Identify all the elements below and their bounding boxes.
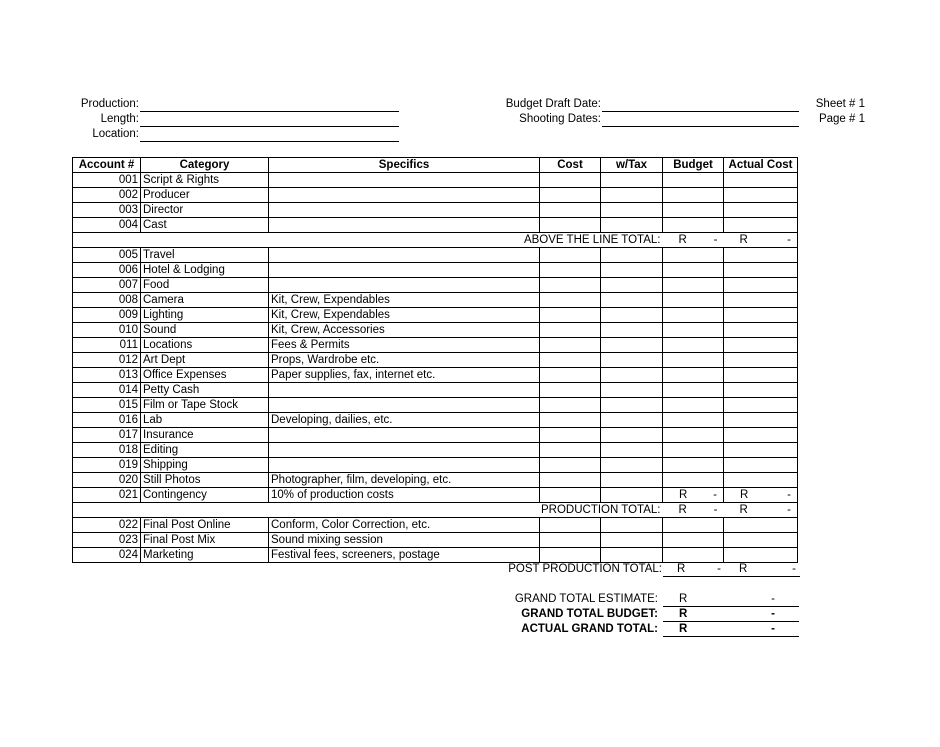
total-actual [724,503,798,518]
category-cell: Cast [141,218,269,233]
table-row [73,188,798,203]
budget-cell[interactable] [663,278,724,293]
actual-cost-cell[interactable] [724,488,798,503]
category-cell: Insurance [141,428,269,443]
budget-cell[interactable] [663,383,724,398]
specifics-cell[interactable] [269,428,540,443]
specifics-cell[interactable]: Photographer, film, developing, etc. [269,473,540,488]
dash-value: - [787,504,791,516]
currency-symbol: R [739,234,748,246]
category-cell: Final Post Mix [141,533,269,548]
production-total-row [73,503,798,518]
specifics-cell[interactable] [269,443,540,458]
cost-cell[interactable] [540,188,601,203]
specifics-cell[interactable]: Kit, Crew, Accessories [269,323,540,338]
wtax-cell[interactable] [601,398,663,413]
total-budget [663,503,724,518]
total-budget [663,233,724,248]
wtax-cell[interactable] [601,278,663,293]
account-number: 022 [73,518,141,533]
currency-symbol: R [678,504,687,516]
wtax-cell[interactable] [601,473,663,488]
category-cell: Locations [141,338,269,353]
dash-value: - [771,593,775,605]
wtax-cell[interactable] [601,203,663,218]
account-number: 018 [73,443,141,458]
category-cell: Producer [141,188,269,203]
category-cell: Travel [141,248,269,263]
wtax-cell[interactable] [601,428,663,443]
total-label: PRODUCTION TOTAL: [73,503,663,518]
table-row [73,293,798,308]
category-cell: Shipping [141,458,269,473]
table-row [73,308,798,323]
account-number: 017 [73,428,141,443]
table-row [73,458,798,473]
currency-symbol: R [739,504,748,516]
table-row [73,218,798,233]
total-actual [724,233,798,248]
col-category: Category [141,158,269,173]
account-number: 005 [73,248,141,263]
account-number: 008 [73,293,141,308]
dash-value: - [771,608,775,620]
category-cell: Script & Rights [141,173,269,188]
category-cell: Camera [141,293,269,308]
cost-cell[interactable] [540,458,601,473]
cost-cell[interactable] [540,203,601,218]
account-number: 009 [73,308,141,323]
table-header-row [73,158,798,173]
table-row [73,278,798,293]
currency-symbol: R [679,593,688,605]
cost-cell[interactable] [540,338,601,353]
currency-symbol: R [739,563,748,575]
budget-cell[interactable] [663,293,724,308]
budget-table [72,157,798,563]
account-number: 021 [73,488,141,503]
category-cell: Food [141,278,269,293]
budget-cell[interactable] [663,548,724,563]
budget-cell[interactable] [663,428,724,443]
actual-cost-cell[interactable] [724,218,798,233]
table-row [73,383,798,398]
wtax-cell[interactable] [601,533,663,548]
account-number: 024 [73,548,141,563]
cost-cell[interactable] [540,173,601,188]
actual-cost-cell[interactable] [724,533,798,548]
account-number: 019 [73,458,141,473]
actual-cost-cell[interactable] [724,248,798,263]
dash-value: - [792,563,796,575]
cost-cell[interactable] [540,308,601,323]
actual-cost-cell[interactable] [724,548,798,563]
account-number: 004 [73,218,141,233]
length-label: Length: [100,113,139,125]
actual-cost-cell[interactable] [724,203,798,218]
actual-cost-cell[interactable] [724,338,798,353]
cost-cell[interactable] [540,218,601,233]
sheet-number: Sheet # 1 [815,98,865,110]
table-row [73,203,798,218]
shooting-dates-field[interactable] [602,113,799,127]
wtax-cell[interactable] [601,338,663,353]
specifics-cell[interactable]: Developing, dailies, etc. [269,413,540,428]
category-cell: Lab [141,413,269,428]
specifics-cell[interactable] [269,278,540,293]
cost-cell[interactable] [540,263,601,278]
account-number: 002 [73,188,141,203]
specifics-cell[interactable] [269,383,540,398]
table-row [73,338,798,353]
length-field[interactable] [140,113,399,127]
actual-cost-cell[interactable] [724,473,798,488]
category-cell: Petty Cash [141,383,269,398]
page-number: Page # 1 [818,113,865,125]
budget-draft-label: Budget Draft Date: [505,98,601,110]
account-number: 001 [73,173,141,188]
dash-value: - [771,623,775,635]
table-row [73,398,798,413]
cost-cell[interactable] [540,413,601,428]
category-cell: Final Post Online [141,518,269,533]
specifics-cell[interactable]: Sound mixing session [269,533,540,548]
cost-cell[interactable] [540,443,601,458]
table-row [73,248,798,263]
wtax-cell[interactable] [601,293,663,308]
summary-value [663,622,799,637]
currency-symbol: R [740,489,749,501]
wtax-cell[interactable] [601,263,663,278]
col-budget: Budget [663,158,724,173]
specifics-cell[interactable]: Kit, Crew, Expendables [269,293,540,308]
table-row [73,518,798,533]
table-row [73,353,798,368]
budget-cell[interactable] [663,338,724,353]
cost-cell[interactable] [540,518,601,533]
actual-cost-cell[interactable] [724,293,798,308]
actual-cost-cell[interactable] [724,278,798,293]
wtax-cell[interactable] [601,218,663,233]
category-cell: Sound [141,323,269,338]
budget-cell[interactable] [663,398,724,413]
specifics-cell[interactable] [269,398,540,413]
specifics-cell[interactable]: 10% of production costs [269,488,540,503]
budget-cell[interactable] [663,443,724,458]
currency-symbol: R [678,234,687,246]
budget-draft-field[interactable] [602,98,799,112]
account-number: 015 [73,398,141,413]
wtax-cell[interactable] [601,323,663,338]
actual-cost-cell[interactable] [724,323,798,338]
budget-cell[interactable] [663,413,724,428]
post-total-label: POST PRODUCTION TOTAL: [508,563,662,575]
wtax-cell[interactable] [601,548,663,563]
table-row [73,368,798,383]
actual-cost-cell[interactable] [724,368,798,383]
specifics-cell[interactable] [269,188,540,203]
specifics-cell[interactable] [269,218,540,233]
wtax-cell[interactable] [601,413,663,428]
table-row [73,443,798,458]
location-label: Location: [92,128,139,140]
cost-cell[interactable] [540,293,601,308]
actual-cost-cell[interactable] [724,353,798,368]
budget-cell[interactable] [663,368,724,383]
account-number: 023 [73,533,141,548]
summary-value [663,607,799,622]
specifics-cell[interactable]: Festival fees, screeners, postage [269,548,540,563]
budget-cell[interactable] [663,203,724,218]
col-specifics: Specifics [269,158,540,173]
specifics-cell[interactable] [269,173,540,188]
specifics-cell[interactable] [269,458,540,473]
cost-cell[interactable] [540,428,601,443]
account-number: 016 [73,413,141,428]
specifics-cell[interactable] [269,263,540,278]
col-actual-cost: Actual Cost [724,158,798,173]
cost-cell[interactable] [540,548,601,563]
table-row [73,533,798,548]
summary-label: GRAND TOTAL BUDGET: [521,608,658,620]
table-row [73,263,798,278]
currency-symbol: R [679,489,688,501]
cost-cell[interactable] [540,353,601,368]
budget-cell[interactable] [663,263,724,278]
cost-cell[interactable] [540,368,601,383]
cost-cell[interactable] [540,278,601,293]
category-cell: Still Photos [141,473,269,488]
wtax-cell[interactable] [601,353,663,368]
budget-cell[interactable] [663,308,724,323]
actual-cost-cell[interactable] [724,308,798,323]
account-number: 006 [73,263,141,278]
currency-symbol: R [677,563,686,575]
specifics-cell[interactable]: Fees & Permits [269,338,540,353]
production-field[interactable] [140,98,399,112]
cost-cell[interactable] [540,473,601,488]
category-cell: Lighting [141,308,269,323]
dash-value: - [713,504,718,516]
table-row [73,173,798,188]
wtax-cell[interactable] [601,248,663,263]
cost-cell[interactable] [540,533,601,548]
actual-cost-cell[interactable] [724,398,798,413]
actual-cost-cell[interactable] [724,458,798,473]
summary-label: GRAND TOTAL ESTIMATE: [514,593,658,605]
specifics-cell[interactable] [269,248,540,263]
budget-cell[interactable] [663,458,724,473]
above-the-line-total-row [73,233,798,248]
actual-cost-cell[interactable] [724,428,798,443]
table-row [73,428,798,443]
location-field[interactable] [140,128,399,142]
account-number: 012 [73,353,141,368]
wtax-cell[interactable] [601,518,663,533]
post-total-actual [725,562,800,577]
col-cost: Cost [540,158,601,173]
wtax-cell[interactable] [601,173,663,188]
wtax-cell[interactable] [601,308,663,323]
account-number: 007 [73,278,141,293]
budget-cell[interactable] [663,188,724,203]
table-row [73,548,798,563]
budget-cell[interactable] [663,488,724,503]
actual-cost-cell[interactable] [724,413,798,428]
summary-label: ACTUAL GRAND TOTAL: [521,623,658,635]
table-row [73,413,798,428]
production-label: Production: [80,98,139,110]
dash-value: - [787,489,791,501]
actual-cost-cell[interactable] [724,173,798,188]
account-number: 003 [73,203,141,218]
dash-value: - [713,489,717,501]
budget-cell[interactable] [663,473,724,488]
col-wtax: w/Tax [601,158,663,173]
currency-symbol: R [679,608,688,620]
cost-cell[interactable] [540,488,601,503]
actual-cost-cell[interactable] [724,443,798,458]
cost-cell[interactable] [540,323,601,338]
cost-cell[interactable] [540,248,601,263]
category-cell: Art Dept [141,353,269,368]
account-number: 013 [73,368,141,383]
budget-cell[interactable] [663,248,724,263]
specifics-cell[interactable]: Conform, Color Correction, etc. [269,518,540,533]
actual-cost-cell[interactable] [724,188,798,203]
budget-cell[interactable] [663,218,724,233]
account-number: 014 [73,383,141,398]
account-number: 020 [73,473,141,488]
budget-cell[interactable] [663,533,724,548]
budget-cell[interactable] [663,518,724,533]
specifics-cell[interactable]: Paper supplies, fax, internet etc. [269,368,540,383]
wtax-cell[interactable] [601,488,663,503]
actual-cost-cell[interactable] [724,518,798,533]
post-total-budget [663,562,725,577]
category-cell: Contingency [141,488,269,503]
category-cell: Film or Tape Stock [141,398,269,413]
table-row [73,473,798,488]
wtax-cell[interactable] [601,443,663,458]
category-cell: Editing [141,443,269,458]
dash-value: - [717,563,721,575]
category-cell: Hotel & Lodging [141,263,269,278]
specifics-cell[interactable] [269,203,540,218]
specifics-cell[interactable]: Kit, Crew, Expendables [269,308,540,323]
budget-cell[interactable] [663,323,724,338]
category-cell: Marketing [141,548,269,563]
account-number: 010 [73,323,141,338]
dash-value: - [713,234,718,246]
actual-cost-cell[interactable] [724,263,798,278]
summary-value [663,592,799,607]
cost-cell[interactable] [540,398,601,413]
shooting-dates-label: Shooting Dates: [519,113,601,125]
table-row [73,323,798,338]
category-cell: Office Expenses [141,368,269,383]
total-label: ABOVE THE LINE TOTAL: [73,233,663,248]
col-account: Account # [73,158,141,173]
currency-symbol: R [679,623,688,635]
wtax-cell[interactable] [601,368,663,383]
account-number: 011 [73,338,141,353]
cost-cell[interactable] [540,383,601,398]
wtax-cell[interactable] [601,383,663,398]
dash-value: - [787,234,791,246]
wtax-cell[interactable] [601,458,663,473]
actual-cost-cell[interactable] [724,383,798,398]
budget-cell[interactable] [663,353,724,368]
category-cell: Director [141,203,269,218]
specifics-cell[interactable]: Props, Wardrobe etc. [269,353,540,368]
wtax-cell[interactable] [601,188,663,203]
table-row [73,488,798,503]
budget-cell[interactable] [663,173,724,188]
